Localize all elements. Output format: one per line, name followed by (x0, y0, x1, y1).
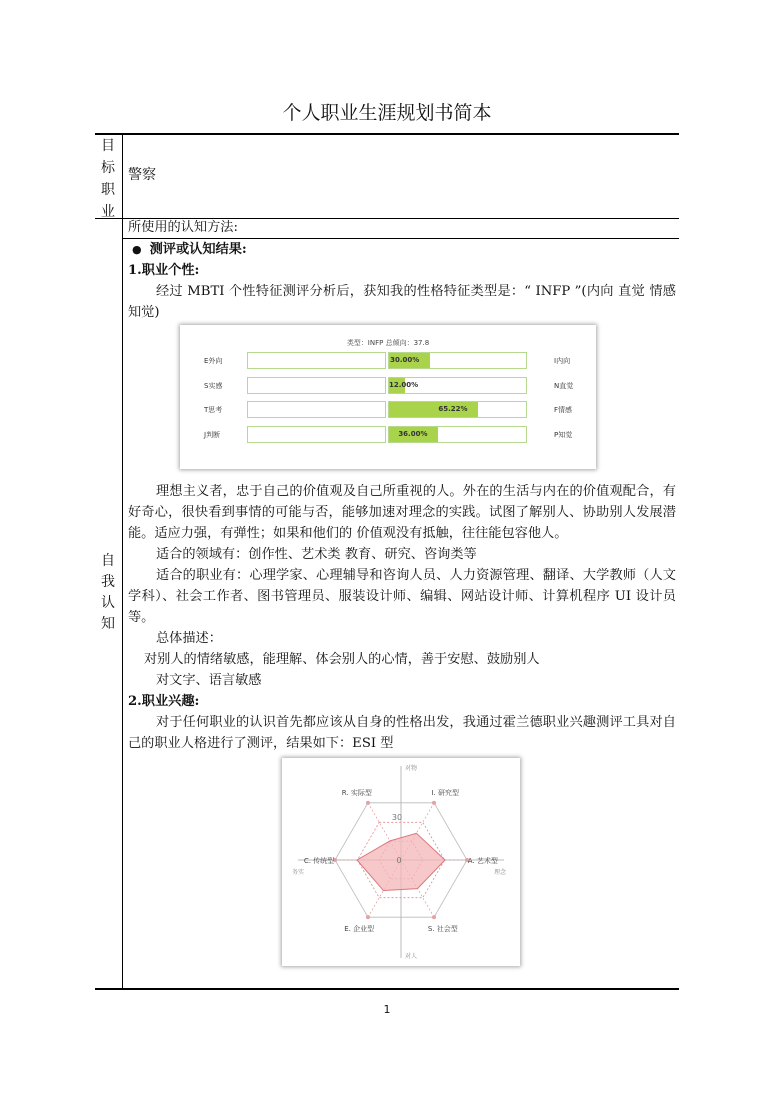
label-char: 自 (101, 553, 115, 569)
label-char: 业 (101, 204, 115, 220)
label-char: 标 (101, 160, 115, 176)
section2-heading: 2.职业兴趣: (128, 694, 200, 709)
bullet-icon: ● (132, 243, 142, 256)
mbti-left-label: E外向 (204, 357, 223, 365)
summary-line-1: 对别人的情绪敏感，能理解、体会别人的心情，善于安慰、鼓励别人 (144, 652, 540, 667)
table-bottom-border (95, 988, 679, 990)
fields-paragraph: 适合的领域有：创作性、艺术类 教育、研究、咨询类等 (156, 547, 477, 562)
summary-label: 总体描述： (156, 631, 222, 646)
radar-axis-label: S. 社会型 (427, 924, 458, 933)
result-heading-text: 测评或认知结果: (149, 242, 247, 257)
section1-heading: 1.职业个性: (128, 263, 200, 278)
radar-dimension-label: 务实 (292, 869, 305, 876)
table-column-divider (122, 134, 123, 988)
label-char: 职 (101, 182, 115, 198)
mbti-value-label: 12.00% (389, 380, 419, 389)
mbti-right-track (388, 352, 527, 369)
radar-vertex-marker (432, 915, 436, 919)
radar-dimension-label: 对人 (405, 953, 418, 960)
radar-dimension-label: 理念 (494, 869, 507, 876)
page-number: 1 (383, 1003, 391, 1016)
document-title: 个人职业生涯规划书简本 (282, 102, 492, 124)
mbti-left-label: S实感 (204, 381, 223, 390)
mbti-value-label: 30.00% (390, 356, 420, 364)
radar-svg (282, 758, 520, 966)
holland-radar-chart (282, 758, 520, 966)
mbti-chart (180, 325, 596, 469)
radar-axis-label: E. 企业型 (344, 924, 375, 933)
mbti-right-label: N直觉 (554, 381, 574, 390)
radar-scale-label: 30 (391, 813, 403, 822)
interest-paragraph: 对于任何职业的认识首先都应该从自身的性格出发，我通过霍兰德职业兴趣测评工具对自己的职业人格进行了测评，结果如下：ESI 型 (128, 715, 676, 751)
mbti-left-label: T思考 (204, 406, 223, 414)
radar-dimension-label: 对物 (405, 765, 418, 772)
mbti-left-label: J判断 (204, 430, 221, 439)
label-char: 我 (101, 574, 115, 590)
mbti-left-track (247, 401, 386, 418)
radar-axis-label: A. 艺术型 (467, 857, 498, 865)
summary-line-2: 对文字、语言敏感 (156, 673, 262, 688)
mbti-right-track (388, 401, 527, 418)
radar-vertex-marker (366, 801, 370, 805)
self-awareness-label (95, 551, 121, 635)
mbti-value-label: 36.00% (398, 429, 428, 438)
content-block-1 (128, 239, 676, 323)
label-char: 认 (101, 595, 115, 611)
radar-axis-label: C. 传统型 (303, 857, 335, 865)
content-block-2 (128, 481, 676, 754)
mbti-left-track (247, 352, 386, 369)
character-paragraph: 理想主义者，忠于自己的价值观及自己所重视的人。外在的生活与内在的价值观配合，有好奇心，很快看到事情的可能与否，能够加速对理念的实践。试图了解别人、协助别人发展潜能。适应力强，有弹性；如果和他们的 价值观没有抵触，往往能包容他人。 (128, 484, 676, 541)
mbti-chart-title: 类型：INFP 总倾向：37.8 (346, 339, 430, 347)
table-top-border (95, 133, 679, 135)
mbti-intro: 经过 MBTI 个性特征测评分析后，获知我的性格特征类型是：“ INFP ”(内向 直觉 情感 知觉) (128, 284, 676, 320)
radar-vertex-marker (366, 915, 370, 919)
radar-axis-label: R. 实际型 (341, 789, 372, 798)
target-job-value: 警察 (128, 167, 156, 183)
mbti-right-label: F情感 (554, 406, 573, 414)
target-job-label (95, 135, 121, 223)
mbti-right-label: P知觉 (554, 430, 573, 439)
jobs-paragraph: 适合的职业有：心理学家、心理辅导和咨询人员、人力资源管理、翻译、大学教师（人文学科）、社会工作者、图书管理员、服装设计师、编辑、网站设计师、计算机程序 UI 设计员等。 (128, 568, 676, 625)
mbti-left-track (247, 426, 386, 443)
result-heading (128, 239, 676, 260)
mbti-right-track (388, 426, 527, 443)
mbti-right-track (388, 377, 527, 394)
mbti-left-track (247, 377, 386, 394)
radar-axis-label: I. 研究型 (431, 789, 459, 798)
method-header: 所使用的认知方法: (128, 220, 238, 235)
label-char: 知 (101, 616, 115, 632)
mbti-value-label: 65.22% (438, 405, 468, 413)
mbti-right-label: I内向 (554, 357, 571, 365)
radar-scale-label: 0 (396, 856, 402, 865)
radar-vertex-marker (432, 801, 436, 805)
label-char: 目 (101, 138, 115, 154)
